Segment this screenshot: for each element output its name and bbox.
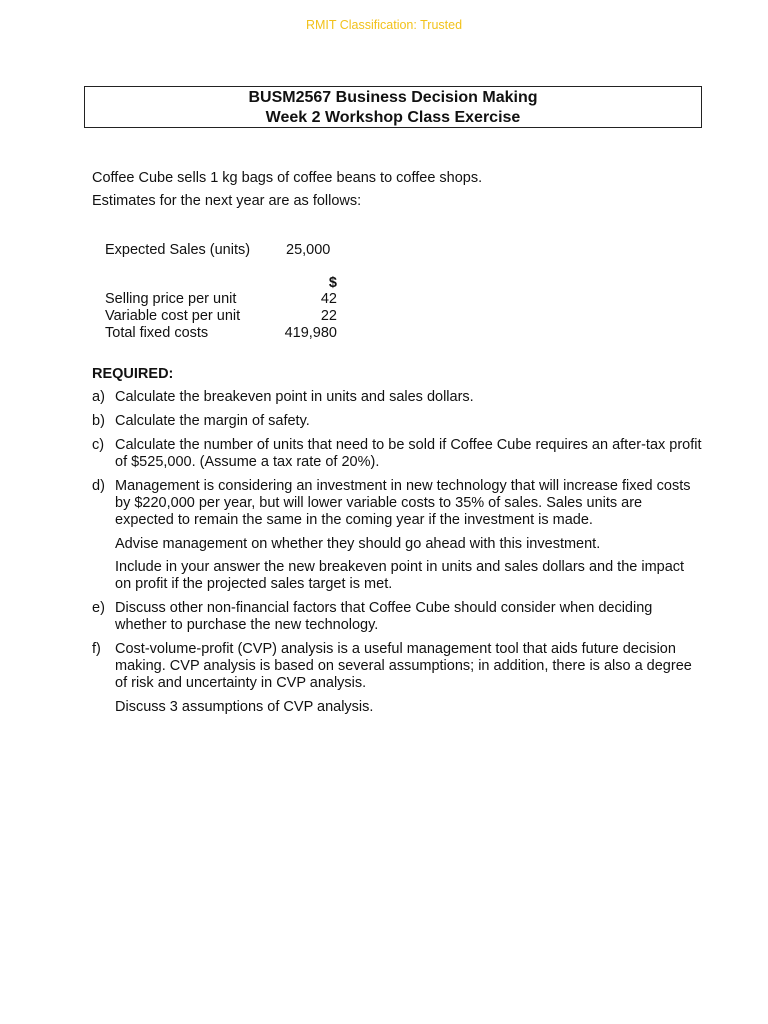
cost-row-selling-price: [105, 291, 337, 307]
question-d-paragraph-2: [92, 536, 702, 553]
question-text: Calculate the number of units that need to be sold if Coffee Cube requires an after-tax profit of $525,000. (Assume a tax rate of 20%).: [115, 437, 702, 470]
expected-sales-value: 25,000: [286, 242, 331, 258]
question-text: Advise management on whether they should go ahead with this investment.: [115, 536, 601, 552]
question-a: [92, 389, 702, 406]
question-c: [92, 437, 702, 471]
document-title-box: [84, 86, 702, 128]
intro-line-2: Estimates for the next year are as follows:: [92, 193, 362, 209]
cost-row-value: 42: [320, 291, 337, 307]
question-text: Calculate the breakeven point in units and sales dollars.: [115, 389, 474, 405]
question-text: Discuss 3 assumptions of CVP analysis.: [115, 699, 374, 715]
intro-line-1: Coffee Cube sells 1 kg bags of coffee beans to coffee shops.: [92, 170, 483, 186]
question-e: [92, 600, 702, 634]
question-letter: f): [92, 641, 101, 657]
question-f-paragraph-2: [92, 699, 702, 716]
question-letter: c): [92, 437, 105, 453]
exercise-title: Week 2 Workshop Class Exercise: [265, 109, 521, 126]
question-letter: b): [92, 413, 105, 429]
required-heading: REQUIRED:: [92, 366, 174, 382]
cost-row-value: 22: [320, 308, 337, 324]
currency-header: $: [328, 275, 337, 291]
cost-row-variable-cost: [105, 308, 337, 324]
classification-label: RMIT Classification: Trusted: [305, 18, 463, 32]
cost-row-label: Selling price per unit: [105, 291, 237, 307]
question-d: [92, 478, 702, 529]
question-text: Discuss other non-financial factors that Coffee Cube should consider when deciding whether to purchase the new technology.: [115, 600, 653, 633]
question-b: [92, 413, 702, 430]
cost-row-value: 419,980: [284, 325, 337, 341]
cost-row-fixed-costs: [105, 325, 337, 341]
cost-row-label: Variable cost per unit: [105, 308, 241, 324]
question-letter: d): [92, 478, 105, 494]
question-text: Management is considering an investment in new technology that will increase fixed costs by $220,000 per year, but will lower variable costs to 35% of sales. Sales units are expected to remain the same in the coming year if the investment is made.: [115, 478, 691, 528]
question-letter: a): [92, 389, 105, 405]
expected-sales-label: Expected Sales (units): [105, 242, 251, 258]
question-f: [92, 641, 702, 692]
cost-row-label: Total fixed costs: [105, 325, 209, 341]
question-text: Cost-volume-profit (CVP) analysis is a useful management tool that aids future decision making. CVP analysis is based on several assumptions; in addition, there is also a degree of risk and uncertainty in CVP analysis.: [115, 641, 692, 691]
question-text: Calculate the margin of safety.: [115, 413, 310, 429]
question-d-paragraph-3: [92, 559, 702, 593]
question-text: Include in your answer the new breakeven point in units and sales dollars and the impact on profit if the projected sales target is met.: [115, 559, 685, 592]
course-title: BUSM2567 Business Decision Making: [248, 89, 538, 106]
question-letter: e): [92, 600, 105, 616]
